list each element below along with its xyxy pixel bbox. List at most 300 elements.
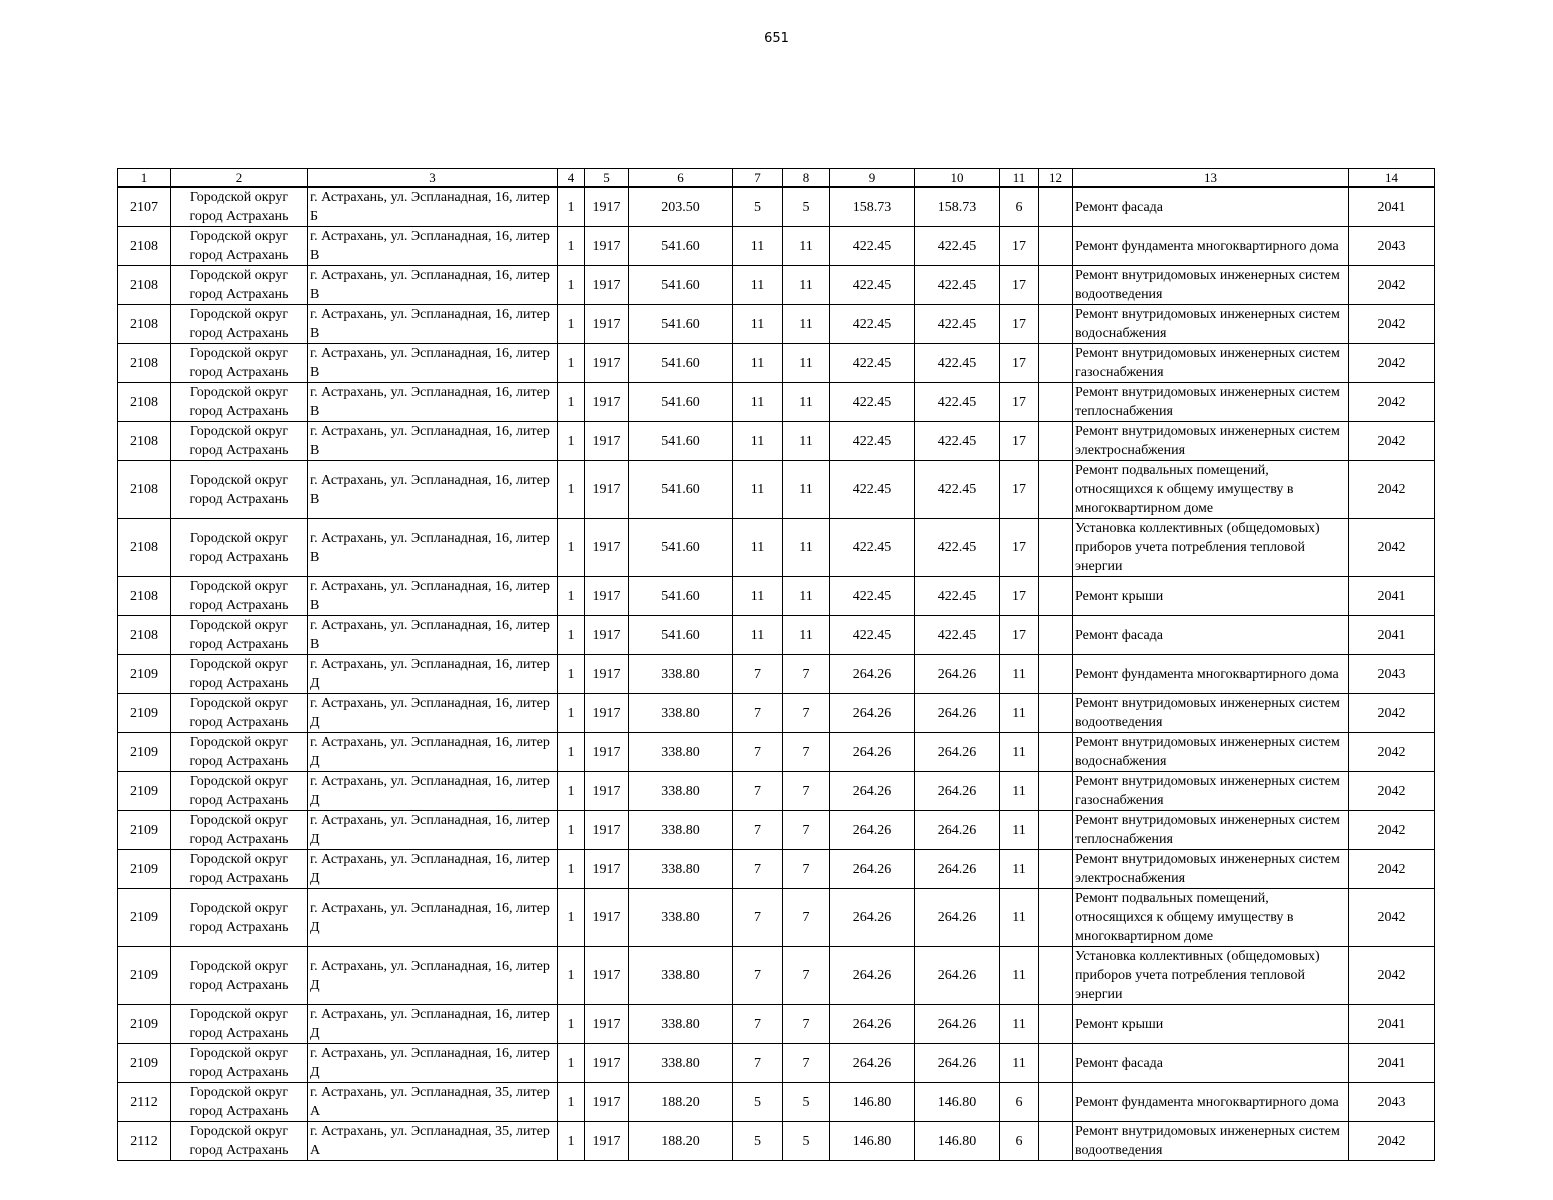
col4-cell: 1 (558, 461, 585, 519)
col7-cell: 5 (733, 1122, 783, 1161)
house-number-cell: 2108 (118, 461, 171, 519)
year-cell: 1917 (585, 1122, 629, 1161)
municipality-cell: Городской округ город Астрахань (171, 655, 308, 694)
col8-cell: 7 (783, 1005, 830, 1044)
col11-cell: 17 (1000, 383, 1039, 422)
total-area-cell: 541.60 (629, 461, 733, 519)
col12-cell (1039, 616, 1073, 655)
table-row (118, 1005, 1435, 1044)
col9-cell: 146.80 (830, 1083, 915, 1122)
col8-cell: 11 (783, 577, 830, 616)
col11-cell: 17 (1000, 461, 1039, 519)
work-type-cell: Ремонт внутридомовых инженерных систем водоотведения (1073, 266, 1349, 305)
planned-year-cell: 2041 (1349, 616, 1435, 655)
col12-cell (1039, 694, 1073, 733)
address-cell: г. Астрахань, ул. Эспланадная, 35, литер А (308, 1083, 558, 1122)
house-number-cell: 2112 (118, 1122, 171, 1161)
planned-year-cell: 2042 (1349, 383, 1435, 422)
year-cell: 1917 (585, 227, 629, 266)
col8-cell: 11 (783, 227, 830, 266)
total-area-cell: 338.80 (629, 694, 733, 733)
work-type-cell: Ремонт фундамента многоквартирного дома (1073, 227, 1349, 266)
year-cell: 1917 (585, 694, 629, 733)
planned-year-cell: 2042 (1349, 422, 1435, 461)
col4-cell: 1 (558, 266, 585, 305)
column-header: 2 (171, 169, 308, 188)
col4-cell: 1 (558, 655, 585, 694)
col7-cell: 11 (733, 519, 783, 577)
table-row (118, 1083, 1435, 1122)
total-area-cell: 541.60 (629, 577, 733, 616)
col4-cell: 1 (558, 733, 585, 772)
year-cell: 1917 (585, 422, 629, 461)
col11-cell: 11 (1000, 694, 1039, 733)
planned-year-cell: 2041 (1349, 1044, 1435, 1083)
col9-cell: 264.26 (830, 1005, 915, 1044)
house-number-cell: 2109 (118, 694, 171, 733)
address-cell: г. Астрахань, ул. Эспланадная, 16, литер Д (308, 850, 558, 889)
work-type-cell: Ремонт фундамента многоквартирного дома (1073, 1083, 1349, 1122)
house-number-cell: 2108 (118, 305, 171, 344)
col10-cell: 158.73 (915, 187, 1000, 227)
total-area-cell: 338.80 (629, 889, 733, 947)
col9-cell: 264.26 (830, 811, 915, 850)
col11-cell: 17 (1000, 227, 1039, 266)
col7-cell: 11 (733, 383, 783, 422)
col8-cell: 7 (783, 947, 830, 1005)
col8-cell: 7 (783, 655, 830, 694)
col7-cell: 7 (733, 694, 783, 733)
work-type-cell: Ремонт внутридомовых инженерных систем электроснабжения (1073, 850, 1349, 889)
municipality-cell: Городской округ город Астрахань (171, 577, 308, 616)
col11-cell: 11 (1000, 889, 1039, 947)
address-cell: г. Астрахань, ул. Эспланадная, 16, литер Д (308, 947, 558, 1005)
col7-cell: 11 (733, 461, 783, 519)
table-row (118, 187, 1435, 227)
col10-cell: 264.26 (915, 733, 1000, 772)
total-area-cell: 541.60 (629, 266, 733, 305)
col9-cell: 422.45 (830, 344, 915, 383)
municipality-cell: Городской округ город Астрахань (171, 344, 308, 383)
column-header: 1 (118, 169, 171, 188)
work-type-cell: Ремонт внутридомовых инженерных систем газоснабжения (1073, 772, 1349, 811)
address-cell: г. Астрахань, ул. Эспланадная, 16, литер Д (308, 1005, 558, 1044)
work-type-cell: Ремонт внутридомовых инженерных систем водоснабжения (1073, 733, 1349, 772)
col12-cell (1039, 1044, 1073, 1083)
col4-cell: 1 (558, 694, 585, 733)
municipality-cell: Городской округ город Астрахань (171, 889, 308, 947)
address-cell: г. Астрахань, ул. Эспланадная, 16, литер Д (308, 733, 558, 772)
column-header: 6 (629, 169, 733, 188)
col12-cell (1039, 655, 1073, 694)
col4-cell: 1 (558, 850, 585, 889)
municipality-cell: Городской округ город Астрахань (171, 1083, 308, 1122)
col9-cell: 264.26 (830, 694, 915, 733)
planned-year-cell: 2042 (1349, 1122, 1435, 1161)
municipality-cell: Городской округ город Астрахань (171, 305, 308, 344)
col7-cell: 11 (733, 422, 783, 461)
col4-cell: 1 (558, 305, 585, 344)
work-type-cell: Ремонт внутридомовых инженерных систем водоснабжения (1073, 305, 1349, 344)
planned-year-cell: 2042 (1349, 850, 1435, 889)
work-type-cell: Ремонт фундамента многоквартирного дома (1073, 655, 1349, 694)
table-row (118, 519, 1435, 577)
col4-cell: 1 (558, 811, 585, 850)
work-type-cell: Ремонт внутридомовых инженерных систем электроснабжения (1073, 422, 1349, 461)
address-cell: г. Астрахань, ул. Эспланадная, 16, литер Д (308, 655, 558, 694)
col7-cell: 7 (733, 655, 783, 694)
house-number-cell: 2107 (118, 187, 171, 227)
municipality-cell: Городской округ город Астрахань (171, 187, 308, 227)
planned-year-cell: 2042 (1349, 344, 1435, 383)
year-cell: 1917 (585, 850, 629, 889)
total-area-cell: 541.60 (629, 616, 733, 655)
col9-cell: 146.80 (830, 1122, 915, 1161)
col7-cell: 7 (733, 889, 783, 947)
col11-cell: 11 (1000, 1005, 1039, 1044)
planned-year-cell: 2043 (1349, 227, 1435, 266)
col8-cell: 5 (783, 187, 830, 227)
col8-cell: 7 (783, 1044, 830, 1083)
col12-cell (1039, 519, 1073, 577)
col12-cell (1039, 187, 1073, 227)
table-row (118, 655, 1435, 694)
col8-cell: 5 (783, 1083, 830, 1122)
col7-cell: 11 (733, 305, 783, 344)
work-type-cell: Установка коллективных (общедомовых) приборов учета потребления тепловой энергии (1073, 519, 1349, 577)
planned-year-cell: 2042 (1349, 811, 1435, 850)
address-cell: г. Астрахань, ул. Эспланадная, 16, литер В (308, 422, 558, 461)
column-header: 9 (830, 169, 915, 188)
col10-cell: 146.80 (915, 1083, 1000, 1122)
house-number-cell: 2109 (118, 850, 171, 889)
col4-cell: 1 (558, 1122, 585, 1161)
col9-cell: 422.45 (830, 266, 915, 305)
municipality-cell: Городской округ город Астрахань (171, 227, 308, 266)
year-cell: 1917 (585, 266, 629, 305)
table-row (118, 227, 1435, 266)
address-cell: г. Астрахань, ул. Эспланадная, 16, литер Д (308, 694, 558, 733)
work-type-cell: Ремонт внутридомовых инженерных систем газоснабжения (1073, 344, 1349, 383)
col12-cell (1039, 947, 1073, 1005)
table-row (118, 461, 1435, 519)
address-cell: г. Астрахань, ул. Эспланадная, 16, литер Д (308, 889, 558, 947)
municipality-cell: Городской округ город Астрахань (171, 733, 308, 772)
col12-cell (1039, 733, 1073, 772)
col11-cell: 11 (1000, 1044, 1039, 1083)
col10-cell: 422.45 (915, 519, 1000, 577)
total-area-cell: 203.50 (629, 187, 733, 227)
work-type-cell: Ремонт фасада (1073, 616, 1349, 655)
column-header: 10 (915, 169, 1000, 188)
col8-cell: 7 (783, 850, 830, 889)
col11-cell: 11 (1000, 733, 1039, 772)
col10-cell: 146.80 (915, 1122, 1000, 1161)
total-area-cell: 541.60 (629, 519, 733, 577)
col11-cell: 6 (1000, 1083, 1039, 1122)
col12-cell (1039, 889, 1073, 947)
municipality-cell: Городской округ город Астрахань (171, 694, 308, 733)
planned-year-cell: 2043 (1349, 1083, 1435, 1122)
col12-cell (1039, 461, 1073, 519)
col8-cell: 11 (783, 422, 830, 461)
planned-year-cell: 2042 (1349, 889, 1435, 947)
col10-cell: 422.45 (915, 461, 1000, 519)
municipality-cell: Городской округ город Астрахань (171, 266, 308, 305)
column-header: 13 (1073, 169, 1349, 188)
col9-cell: 422.45 (830, 383, 915, 422)
table-row (118, 811, 1435, 850)
total-area-cell: 188.20 (629, 1122, 733, 1161)
column-number-row (118, 169, 1435, 188)
col8-cell: 11 (783, 305, 830, 344)
col8-cell: 11 (783, 344, 830, 383)
col10-cell: 264.26 (915, 850, 1000, 889)
col4-cell: 1 (558, 344, 585, 383)
year-cell: 1917 (585, 1083, 629, 1122)
col11-cell: 17 (1000, 577, 1039, 616)
col4-cell: 1 (558, 422, 585, 461)
col4-cell: 1 (558, 616, 585, 655)
col9-cell: 422.45 (830, 461, 915, 519)
municipality-cell: Городской округ город Астрахань (171, 616, 308, 655)
planned-year-cell: 2042 (1349, 266, 1435, 305)
planned-year-cell: 2041 (1349, 1005, 1435, 1044)
table-row (118, 305, 1435, 344)
work-type-cell: Ремонт фасада (1073, 187, 1349, 227)
work-type-cell: Ремонт крыши (1073, 1005, 1349, 1044)
house-number-cell: 2109 (118, 947, 171, 1005)
col12-cell (1039, 772, 1073, 811)
col8-cell: 7 (783, 889, 830, 947)
col8-cell: 7 (783, 772, 830, 811)
house-number-cell: 2109 (118, 772, 171, 811)
col9-cell: 422.45 (830, 519, 915, 577)
col11-cell: 11 (1000, 947, 1039, 1005)
col9-cell: 264.26 (830, 772, 915, 811)
work-type-cell: Ремонт внутридомовых инженерных систем водоотведения (1073, 1122, 1349, 1161)
column-header: 3 (308, 169, 558, 188)
year-cell: 1917 (585, 519, 629, 577)
municipality-cell: Городской округ город Астрахань (171, 850, 308, 889)
col8-cell: 7 (783, 733, 830, 772)
column-header: 11 (1000, 169, 1039, 188)
address-cell: г. Астрахань, ул. Эспланадная, 16, литер Д (308, 811, 558, 850)
col9-cell: 264.26 (830, 947, 915, 1005)
col10-cell: 422.45 (915, 227, 1000, 266)
capital-repair-table (117, 168, 1435, 1161)
col12-cell (1039, 227, 1073, 266)
year-cell: 1917 (585, 733, 629, 772)
col8-cell: 11 (783, 616, 830, 655)
work-type-cell: Ремонт фасада (1073, 1044, 1349, 1083)
column-header: 5 (585, 169, 629, 188)
total-area-cell: 188.20 (629, 1083, 733, 1122)
total-area-cell: 541.60 (629, 227, 733, 266)
total-area-cell: 541.60 (629, 344, 733, 383)
work-type-cell: Ремонт подвальных помещений, относящихся к общему имуществу в многоквартирном доме (1073, 889, 1349, 947)
col12-cell (1039, 305, 1073, 344)
house-number-cell: 2112 (118, 1083, 171, 1122)
address-cell: г. Астрахань, ул. Эспланадная, 16, литер В (308, 266, 558, 305)
table-row (118, 947, 1435, 1005)
col12-cell (1039, 577, 1073, 616)
col8-cell: 7 (783, 694, 830, 733)
house-number-cell: 2109 (118, 1044, 171, 1083)
planned-year-cell: 2042 (1349, 461, 1435, 519)
col11-cell: 17 (1000, 519, 1039, 577)
col7-cell: 11 (733, 227, 783, 266)
col9-cell: 422.45 (830, 305, 915, 344)
municipality-cell: Городской округ город Астрахань (171, 422, 308, 461)
column-header: 8 (783, 169, 830, 188)
col11-cell: 17 (1000, 266, 1039, 305)
year-cell: 1917 (585, 383, 629, 422)
year-cell: 1917 (585, 344, 629, 383)
col7-cell: 7 (733, 811, 783, 850)
col7-cell: 5 (733, 187, 783, 227)
col10-cell: 264.26 (915, 694, 1000, 733)
col11-cell: 17 (1000, 344, 1039, 383)
col7-cell: 5 (733, 1083, 783, 1122)
municipality-cell: Городской округ город Астрахань (171, 1005, 308, 1044)
address-cell: г. Астрахань, ул. Эспланадная, 16, литер Д (308, 772, 558, 811)
col8-cell: 7 (783, 811, 830, 850)
col4-cell: 1 (558, 947, 585, 1005)
address-cell: г. Астрахань, ул. Эспланадная, 16, литер Д (308, 1044, 558, 1083)
col11-cell: 17 (1000, 422, 1039, 461)
col7-cell: 7 (733, 947, 783, 1005)
year-cell: 1917 (585, 577, 629, 616)
col7-cell: 7 (733, 850, 783, 889)
col9-cell: 422.45 (830, 227, 915, 266)
table-row (118, 383, 1435, 422)
address-cell: г. Астрахань, ул. Эспланадная, 35, литер А (308, 1122, 558, 1161)
table-row (118, 577, 1435, 616)
col8-cell: 11 (783, 461, 830, 519)
col4-cell: 1 (558, 577, 585, 616)
col9-cell: 422.45 (830, 577, 915, 616)
col9-cell: 264.26 (830, 1044, 915, 1083)
address-cell: г. Астрахань, ул. Эспланадная, 16, литер В (308, 577, 558, 616)
col10-cell: 264.26 (915, 655, 1000, 694)
planned-year-cell: 2041 (1349, 577, 1435, 616)
page-number: 651 (764, 31, 789, 46)
col9-cell: 422.45 (830, 422, 915, 461)
col10-cell: 422.45 (915, 577, 1000, 616)
table-row (118, 1122, 1435, 1161)
col4-cell: 1 (558, 1083, 585, 1122)
col10-cell: 264.26 (915, 1044, 1000, 1083)
col12-cell (1039, 850, 1073, 889)
total-area-cell: 541.60 (629, 422, 733, 461)
year-cell: 1917 (585, 655, 629, 694)
col7-cell: 7 (733, 1044, 783, 1083)
col11-cell: 17 (1000, 616, 1039, 655)
col7-cell: 7 (733, 1005, 783, 1044)
work-type-cell: Ремонт внутридомовых инженерных систем водоотведения (1073, 694, 1349, 733)
total-area-cell: 338.80 (629, 733, 733, 772)
house-number-cell: 2108 (118, 383, 171, 422)
col4-cell: 1 (558, 187, 585, 227)
municipality-cell: Городской округ город Астрахань (171, 461, 308, 519)
column-header: 7 (733, 169, 783, 188)
col9-cell: 264.26 (830, 850, 915, 889)
work-type-cell: Ремонт подвальных помещений, относящихся к общему имуществу в многоквартирном доме (1073, 461, 1349, 519)
col10-cell: 264.26 (915, 1005, 1000, 1044)
work-type-cell: Установка коллективных (общедомовых) приборов учета потребления тепловой энергии (1073, 947, 1349, 1005)
col10-cell: 264.26 (915, 811, 1000, 850)
col4-cell: 1 (558, 227, 585, 266)
col10-cell: 264.26 (915, 947, 1000, 1005)
col10-cell: 422.45 (915, 266, 1000, 305)
col10-cell: 264.26 (915, 889, 1000, 947)
house-number-cell: 2108 (118, 227, 171, 266)
planned-year-cell: 2042 (1349, 519, 1435, 577)
col7-cell: 7 (733, 733, 783, 772)
house-number-cell: 2109 (118, 733, 171, 772)
house-number-cell: 2109 (118, 811, 171, 850)
address-cell: г. Астрахань, ул. Эспланадная, 16, литер В (308, 616, 558, 655)
col12-cell (1039, 811, 1073, 850)
address-cell: г. Астрахань, ул. Эспланадная, 16, литер В (308, 344, 558, 383)
col12-cell (1039, 383, 1073, 422)
table-row (118, 422, 1435, 461)
municipality-cell: Городской округ город Астрахань (171, 772, 308, 811)
address-cell: г. Астрахань, ул. Эспланадная, 16, литер В (308, 461, 558, 519)
total-area-cell: 338.80 (629, 655, 733, 694)
col10-cell: 422.45 (915, 422, 1000, 461)
house-number-cell: 2108 (118, 266, 171, 305)
total-area-cell: 338.80 (629, 1044, 733, 1083)
table-row (118, 266, 1435, 305)
planned-year-cell: 2042 (1349, 305, 1435, 344)
address-cell: г. Астрахань, ул. Эспланадная, 16, литер В (308, 383, 558, 422)
col8-cell: 5 (783, 1122, 830, 1161)
house-number-cell: 2108 (118, 344, 171, 383)
municipality-cell: Городской округ город Астрахань (171, 947, 308, 1005)
total-area-cell: 541.60 (629, 383, 733, 422)
table-row (118, 1044, 1435, 1083)
total-area-cell: 338.80 (629, 1005, 733, 1044)
work-type-cell: Ремонт внутридомовых инженерных систем теплоснабжения (1073, 811, 1349, 850)
col4-cell: 1 (558, 889, 585, 947)
col4-cell: 1 (558, 383, 585, 422)
year-cell: 1917 (585, 889, 629, 947)
municipality-cell: Городской округ город Астрахань (171, 811, 308, 850)
total-area-cell: 541.60 (629, 305, 733, 344)
col4-cell: 1 (558, 519, 585, 577)
house-number-cell: 2108 (118, 422, 171, 461)
house-number-cell: 2109 (118, 655, 171, 694)
year-cell: 1917 (585, 947, 629, 1005)
work-type-cell: Ремонт крыши (1073, 577, 1349, 616)
house-number-cell: 2109 (118, 889, 171, 947)
col4-cell: 1 (558, 1044, 585, 1083)
table-row (118, 889, 1435, 947)
col10-cell: 422.45 (915, 344, 1000, 383)
col12-cell (1039, 266, 1073, 305)
municipality-cell: Городской округ город Астрахань (171, 383, 308, 422)
column-header: 12 (1039, 169, 1073, 188)
year-cell: 1917 (585, 461, 629, 519)
col4-cell: 1 (558, 1005, 585, 1044)
address-cell: г. Астрахань, ул. Эспланадная, 16, литер В (308, 519, 558, 577)
year-cell: 1917 (585, 616, 629, 655)
col9-cell: 264.26 (830, 889, 915, 947)
planned-year-cell: 2042 (1349, 694, 1435, 733)
col11-cell: 11 (1000, 772, 1039, 811)
